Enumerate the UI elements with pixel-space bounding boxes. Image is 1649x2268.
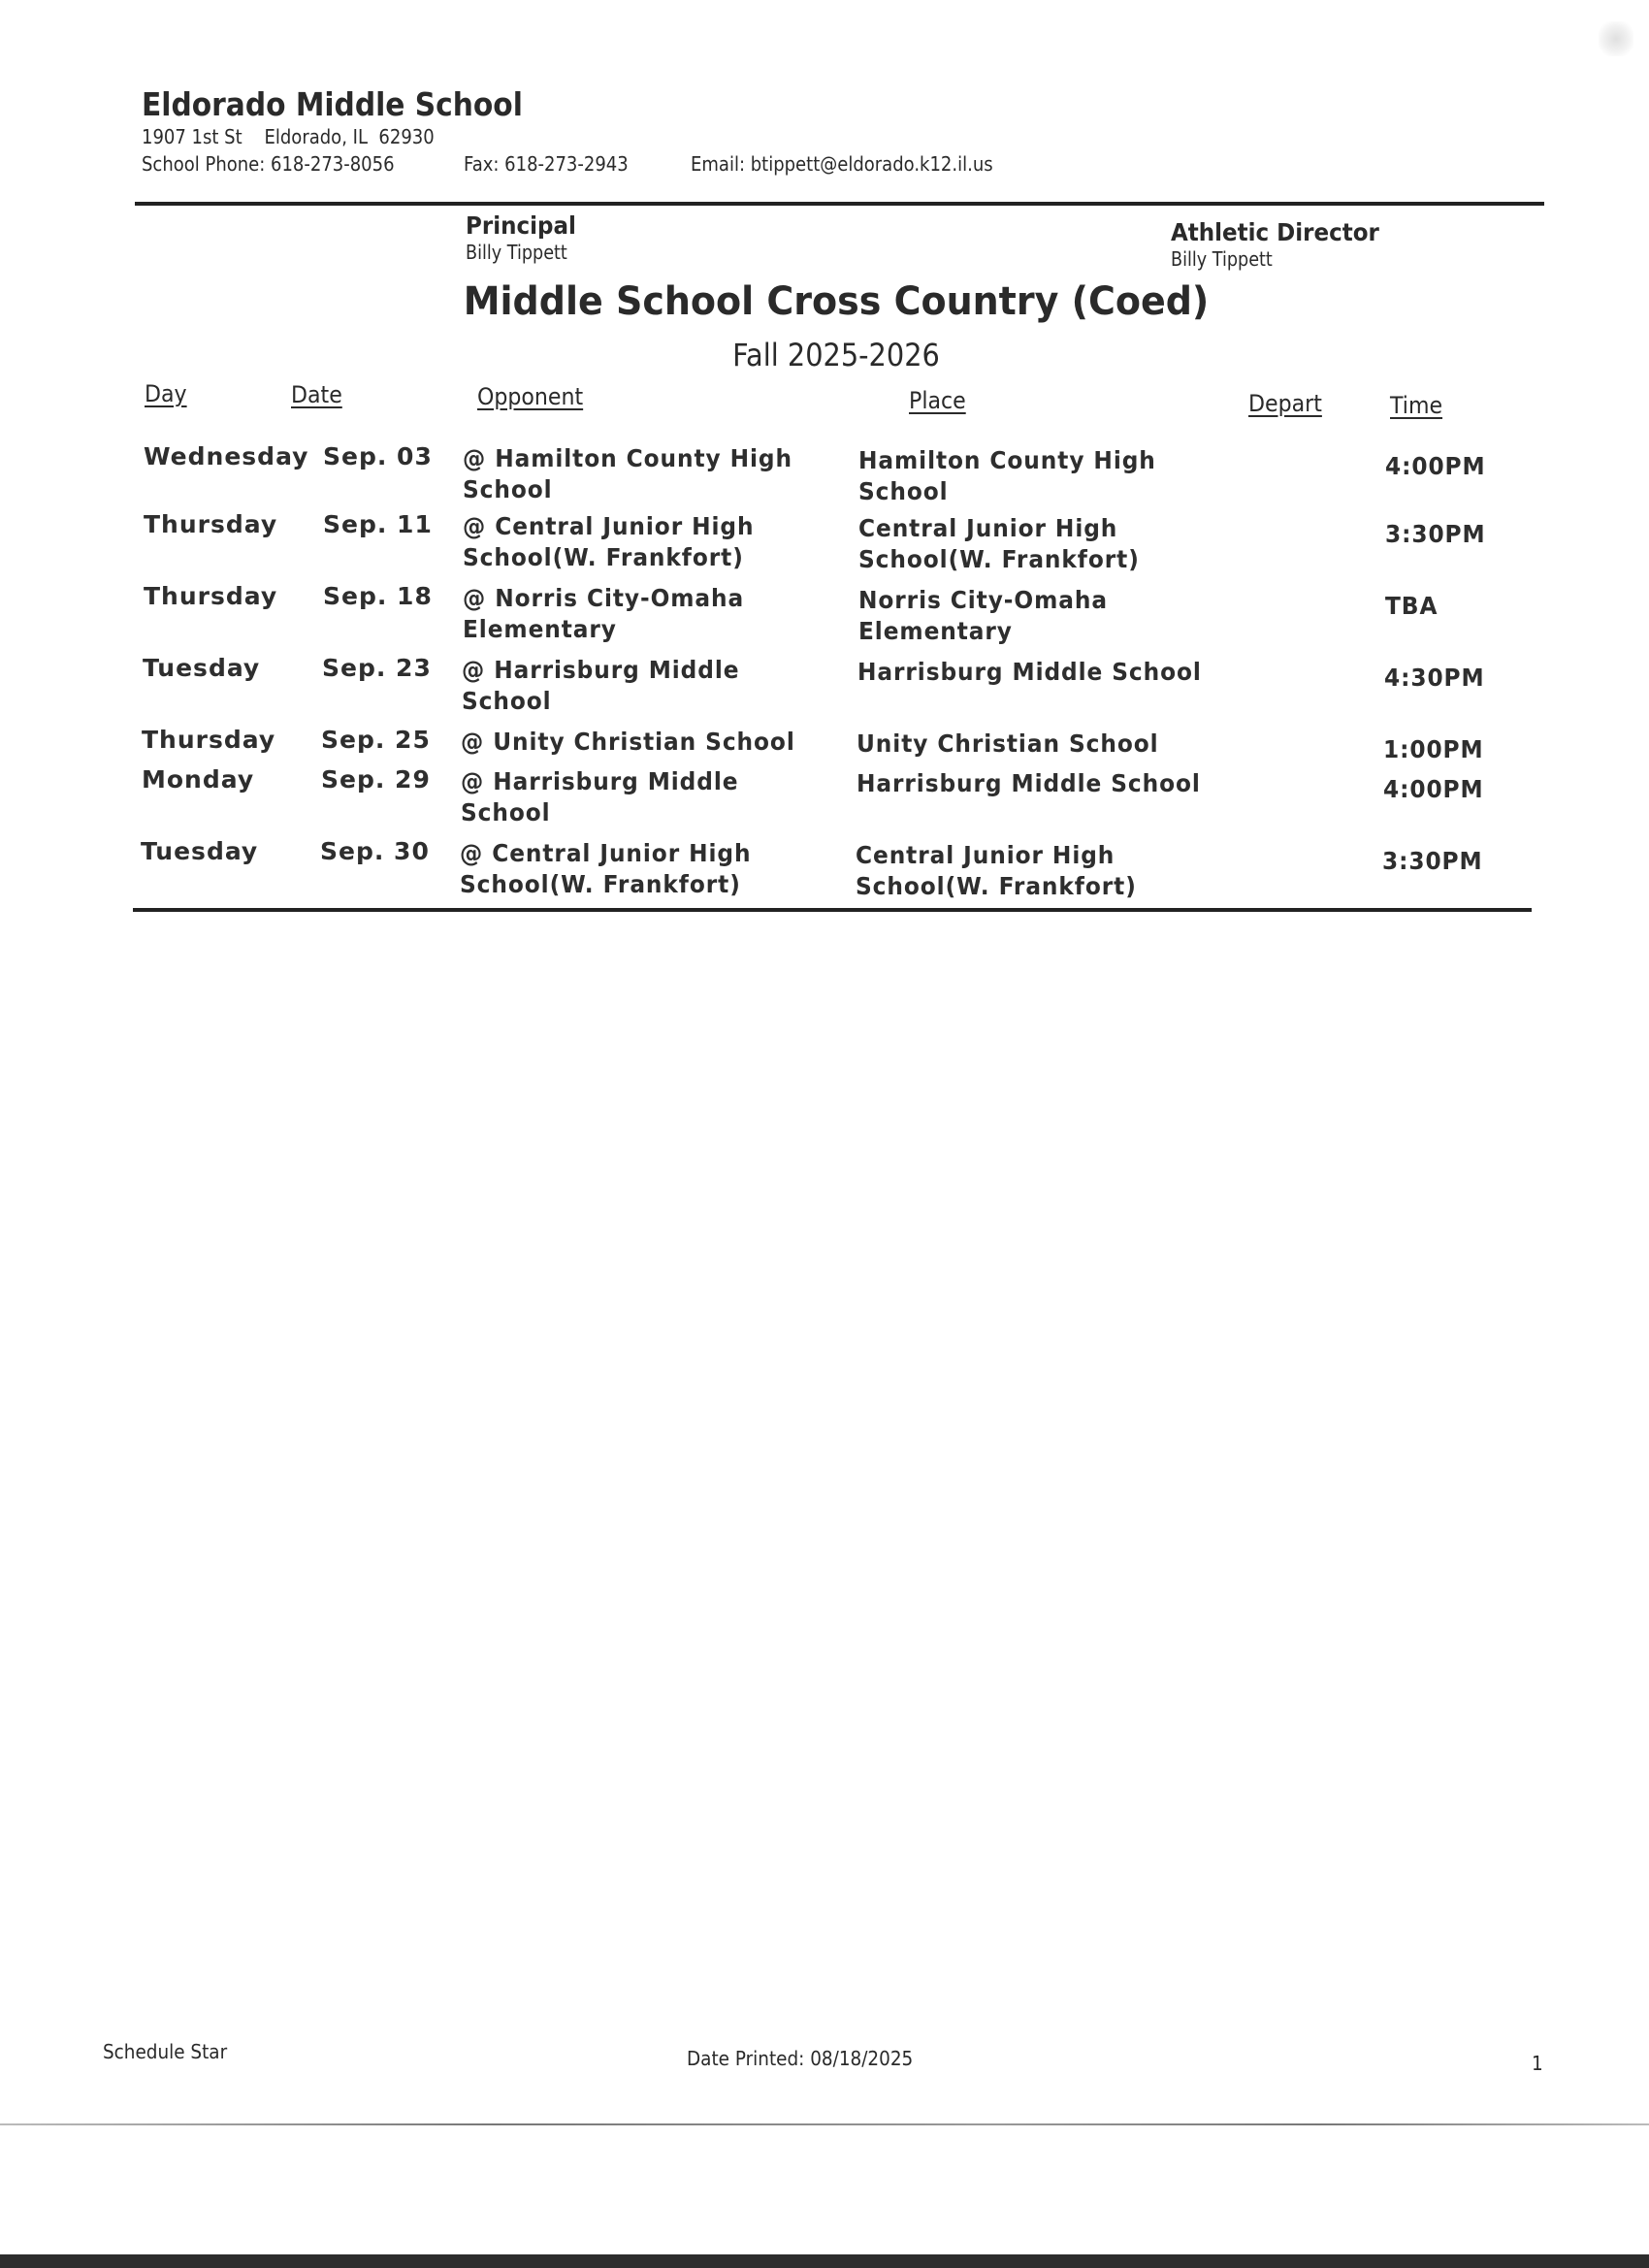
row-opponent: @ Central Junior High: [460, 839, 752, 867]
row-opponent: @ Harrisburg Middle: [462, 656, 740, 684]
column-header-depart: Depart: [1248, 390, 1322, 417]
row-place: Central Junior High: [858, 514, 1118, 542]
column-header-date: Date: [291, 381, 342, 408]
row-opponent: School: [463, 475, 553, 503]
row-opponent: School: [462, 687, 552, 715]
row-opponent: School: [461, 798, 551, 826]
school-email: Email: btippett@eldorado.k12.il.us: [691, 152, 993, 176]
row-time: 4:30PM: [1384, 664, 1485, 692]
table-bottom-rule: [133, 908, 1532, 912]
school-address: 1907 1st St Eldorado, IL 62930: [142, 125, 435, 148]
row-time: 3:30PM: [1385, 520, 1486, 548]
column-header-day: Day: [145, 380, 187, 407]
row-date: Sep. 18: [323, 582, 433, 610]
season-label: Fall 2025-2026: [732, 337, 940, 373]
athletic-director-name: Billy Tippett: [1171, 247, 1273, 271]
row-day: Thursday: [142, 726, 276, 754]
row-date: Sep. 30: [320, 837, 430, 865]
school-name: Eldorado Middle School: [142, 85, 523, 123]
row-opponent: School(W. Frankfort): [460, 870, 741, 898]
row-day: Thursday: [144, 510, 278, 538]
principal-name: Billy Tippett: [466, 241, 567, 264]
row-time: TBA: [1385, 592, 1439, 620]
row-place: Hamilton County High: [858, 446, 1156, 474]
row-place: Norris City-Omaha: [858, 586, 1108, 614]
row-place: Harrisburg Middle School: [857, 769, 1201, 797]
row-date: Sep. 25: [321, 726, 431, 754]
footer-source: Schedule Star: [103, 2040, 228, 2063]
scanner-edge: [0, 2254, 1649, 2268]
footer-date-printed: Date Printed: 08/18/2025: [687, 2047, 914, 2070]
row-day: Monday: [142, 765, 255, 794]
row-date: Sep. 03: [323, 442, 433, 470]
row-opponent: @ Harrisburg Middle: [461, 767, 739, 795]
row-opponent: School(W. Frankfort): [463, 543, 744, 571]
row-time: 4:00PM: [1385, 452, 1486, 480]
principal-title: Principal: [466, 211, 576, 240]
row-opponent: @ Norris City-Omaha: [463, 584, 745, 612]
footer-page-number: 1: [1532, 2052, 1543, 2075]
column-header-place: Place: [909, 387, 966, 414]
row-place: School(W. Frankfort): [856, 872, 1137, 900]
row-time: 4:00PM: [1383, 775, 1484, 803]
row-opponent: @ Hamilton County High: [463, 444, 792, 472]
row-date: Sep. 29: [321, 765, 431, 794]
row-opponent: @ Central Junior High: [463, 512, 755, 540]
row-date: Sep. 23: [322, 654, 432, 682]
row-opponent: Elementary: [463, 615, 617, 643]
row-time: 3:30PM: [1382, 847, 1483, 875]
schedule-title: Middle School Cross Country (Coed): [463, 279, 1210, 324]
row-place: School: [858, 477, 949, 505]
row-time: 1:00PM: [1383, 735, 1484, 763]
row-date: Sep. 11: [323, 510, 433, 538]
row-day: Wednesday: [144, 442, 309, 470]
column-header-opponent: Opponent: [477, 383, 584, 410]
athletic-director-title: Athletic Director: [1171, 218, 1379, 246]
scan-artifact: [1599, 21, 1633, 56]
school-phone: School Phone: 618-273-8056: [142, 152, 395, 176]
row-day: Thursday: [144, 582, 278, 610]
row-place: Elementary: [858, 617, 1013, 645]
column-header-time: Time: [1390, 392, 1443, 419]
page-edge-line: [0, 2123, 1649, 2125]
row-place: Harrisburg Middle School: [857, 658, 1202, 686]
row-day: Tuesday: [141, 837, 259, 865]
row-opponent: @ Unity Christian School: [461, 728, 795, 756]
row-place: Unity Christian School: [857, 729, 1159, 758]
school-fax: Fax: 618-273-2943: [464, 152, 629, 176]
row-day: Tuesday: [143, 654, 261, 682]
header-rule: [135, 202, 1544, 206]
row-place: Central Junior High: [856, 841, 1116, 869]
row-place: School(W. Frankfort): [858, 545, 1140, 573]
